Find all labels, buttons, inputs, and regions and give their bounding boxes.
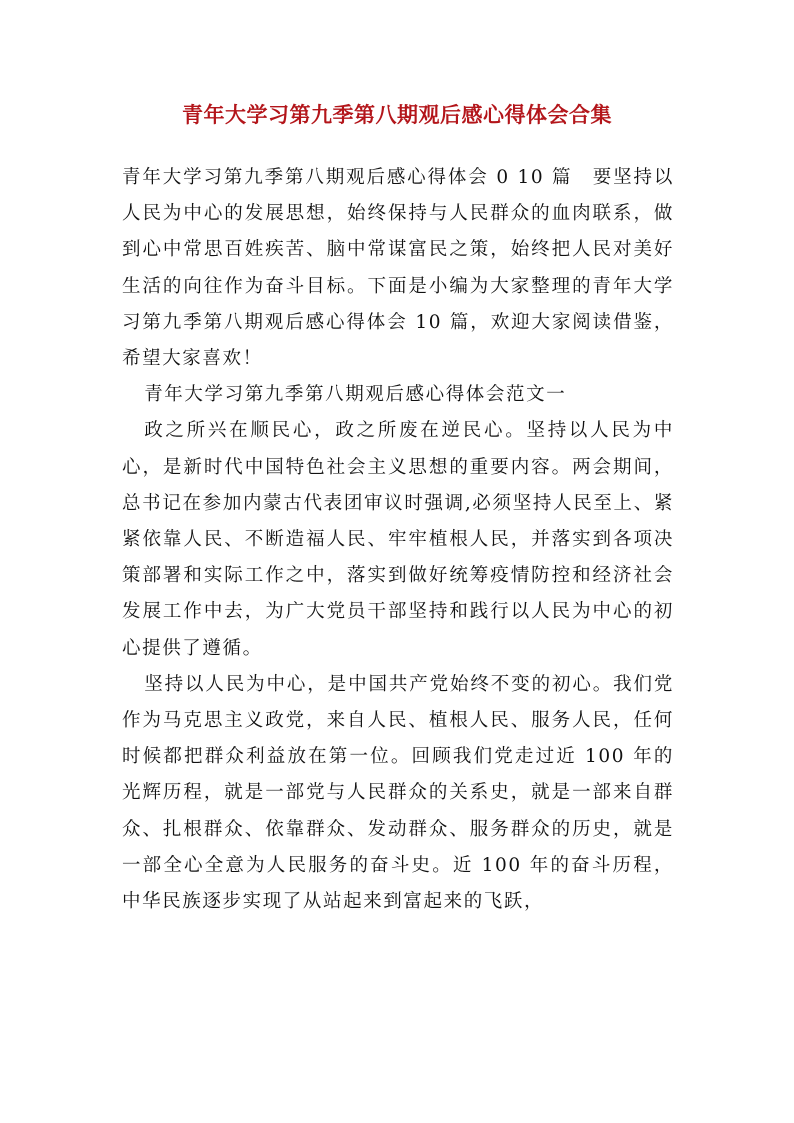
document-body xyxy=(122,160,674,920)
body-paragraph: 坚持以人民为中心，是中国共产党始终不变的初心。我们党作为马克思主义政党，来自人民、植根人民、服务人民，任何时候都把群众利益放在第一位。回顾我们党走过近 100 年的光辉历程，就是一部党与人民群众的关系史，就是一部来自群众、扎根群众、依靠群众、发动群众、服务群众的历史，就是一部全心全意为人民服务的奋斗史。近 100 年的奋斗历程，中华民族逐步实现了从站起来到富起来的飞跃， xyxy=(122,673,674,913)
intro-paragraph: 青年大学习第九季第八期观后感心得体会 0 10 篇 要坚持以人民为中心的发展思想，始终保持与人民群众的血肉联系，做到心中常思百姓疾苦、脑中常谋富民之策，始终把人民对美好生活的向往作为奋斗目标。下面是小编为大家整理的青年大学习第九季第八期观后感心得体会 10 篇，欢迎大家阅读借鉴，希望大家喜欢！ xyxy=(122,167,674,370)
section-heading: 青年大学习第九季第八期观后感心得体会范文一 xyxy=(144,384,567,406)
body-paragraph: 政之所兴在顺民心，政之所废在逆民心。坚持以人民为中心，是新时代中国特色社会主义思想的重要内容。两会期间，总书记在参加内蒙古代表团审议时强调,必须坚持人民至上、紧紧依靠人民、不断造福人民、牢牢植根人民，并落实到各项决策部署和实际工作之中，落实到做好统筹疫情防控和经济社会发展工作中去，为广大党员干部坚持和践行以人民为中心的初心提供了遵循。 xyxy=(122,420,674,659)
document-title: 青年大学习第九季第八期观后感心得体会合集 xyxy=(182,102,612,127)
